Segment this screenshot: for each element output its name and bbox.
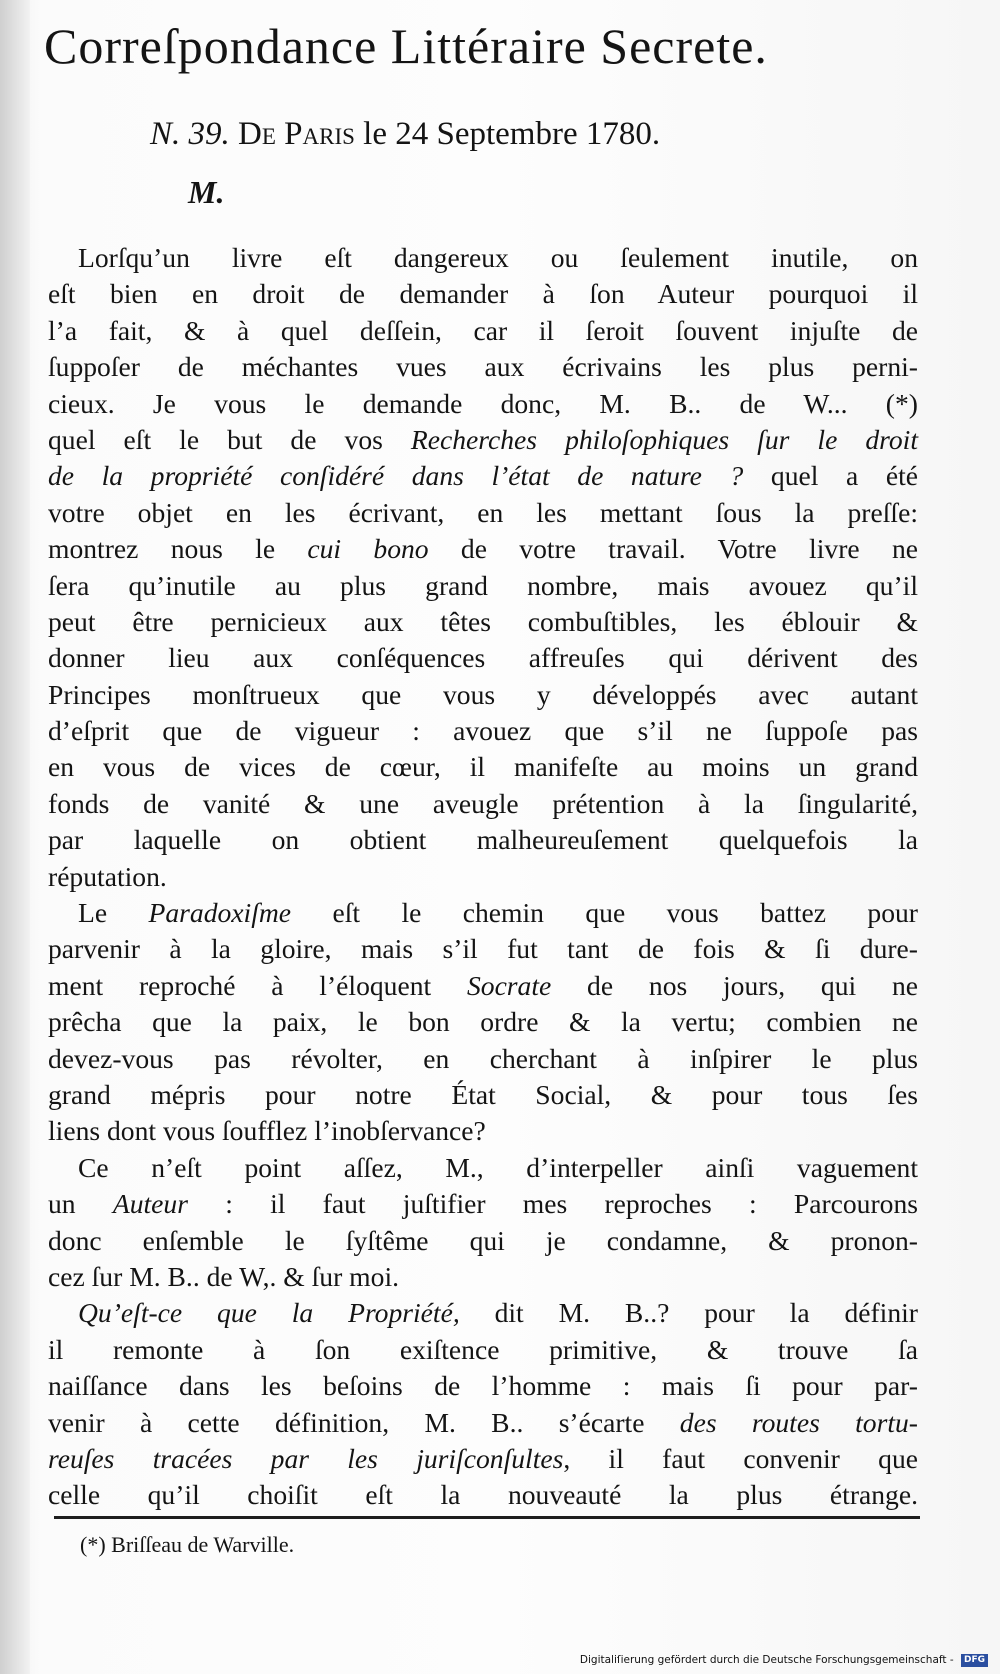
text-span: grand mépris pour notre État Social, & pour tous ſes	[48, 1078, 918, 1110]
text-span: l’a fait, & à quel deſſein, car il ſeroit ſouvent injuſte de	[48, 314, 918, 346]
text-span: peut être pernicieux aux têtes combuſtibles, les éblouir &	[48, 605, 918, 637]
dateline-date: le 24 Septembre 1780.	[363, 116, 661, 152]
italic-span: Recherches philoſophiques ſur le droit	[410, 423, 919, 455]
dateline-place: De Paris	[238, 116, 355, 152]
text-line	[48, 931, 918, 967]
text-span: en vous de vices de cœur, il manifeſte au moins un grand	[48, 751, 918, 783]
text-line	[48, 677, 918, 713]
text-span: prêcha que la paix, le bon ordre & la vertu; combien ne	[48, 1006, 918, 1038]
text-span: ment reproché à l’éloquent	[48, 969, 467, 1001]
text-span: Lorſqu’un livre eſt dangereux ou ſeulement inutile, on	[78, 242, 918, 273]
text-span: , il faut convenir que	[563, 1442, 918, 1474]
text-line	[48, 495, 918, 531]
text-line	[48, 1077, 918, 1113]
credit-text: Digitaliſierung gefördert durch die Deutsche Forschungsgemeinschaft -	[579, 1654, 954, 1666]
text-span: venir à cette définition, M. B.. s’écarte	[48, 1406, 680, 1438]
text-line	[48, 1223, 918, 1259]
journal-title: Correſpondance Littéraire Secrete.	[44, 18, 768, 74]
text-span: votre objet en les écrivant, en les mettant ſous la preſſe:	[48, 496, 918, 528]
text-line	[48, 1441, 918, 1477]
text-line	[48, 568, 918, 604]
text-span: de votre travail. Votre livre ne	[428, 533, 918, 565]
text-span: parvenir à la gloire, mais s’il fut tant de fois & ſi dure-	[48, 933, 918, 965]
text-line	[48, 1113, 918, 1149]
text-line	[48, 1477, 918, 1513]
italic-span: Qu’eſt-ce que la Propriété,	[78, 1297, 460, 1329]
text-span: quel eſt le but de vos	[48, 423, 411, 455]
text-line	[48, 1150, 918, 1186]
text-span: fonds de vanité & une aveugle prétention à la ſingularité,	[48, 787, 918, 819]
text-span: cieux. Je vous le demande donc, M. B.. de W... (*)	[48, 387, 918, 419]
digitization-credit	[580, 1652, 988, 1668]
text-line	[48, 786, 918, 822]
article-body	[48, 240, 918, 1514]
text-span: Principes monſtrueux que vous y développés avec autant	[48, 678, 918, 710]
text-line	[48, 1368, 918, 1404]
text-span: cez ſur M. B.. de W,. & ſur moi.	[48, 1260, 400, 1292]
text-span: eſt le chemin que vous battez pour	[291, 897, 918, 929]
text-line	[48, 822, 918, 858]
text-line	[48, 713, 918, 749]
text-line	[48, 1004, 918, 1040]
text-span: donner lieu aux conſéquences affreuſes qui dérivent des	[48, 642, 918, 674]
text-span: quel a été	[743, 460, 918, 492]
text-line	[48, 313, 918, 349]
italic-span: des routes tortu-	[679, 1406, 918, 1438]
italic-span: Paradoxiſme	[148, 897, 292, 929]
text-line	[48, 1405, 918, 1441]
footnote-rule	[54, 1516, 920, 1519]
text-span: un	[48, 1188, 113, 1220]
text-line	[48, 1332, 918, 1368]
text-line	[48, 604, 918, 640]
text-line	[48, 749, 918, 785]
text-span: ſera qu’inutile au plus grand nombre, mais avouez qu’il	[48, 569, 918, 601]
text-span: de nos jours, qui ne	[551, 969, 918, 1001]
text-span: dit M. B..? pour la définir	[459, 1297, 918, 1329]
text-span: par laquelle on obtient malheureuſement quelquefois la	[48, 824, 918, 856]
italic-span: de la propriété conſidéré dans l’état de nature ?	[48, 460, 744, 492]
issue-dateline	[150, 112, 910, 156]
text-span: devez-vous pas révolter, en cherchant à inſpirer le plus	[48, 1042, 918, 1074]
text-line	[48, 1041, 918, 1077]
text-line	[48, 1186, 918, 1222]
text-line	[48, 349, 918, 385]
text-line	[48, 276, 918, 312]
text-span: eſt bien en droit de demander à ſon Auteur pourquoi il	[48, 278, 918, 310]
text-span: liens dont vous ſoufflez l’inobſervance?	[48, 1115, 486, 1147]
issue-number: N. 39.	[150, 116, 230, 152]
text-span: donc enſemble le ſyſtême qui je condamne, & pronon-	[48, 1224, 918, 1256]
page-spine-shadow	[0, 0, 30, 1674]
salutation: M.	[188, 174, 225, 210]
text-span: il remonte à ſon exiſtence primitive, & trouve ſa	[48, 1333, 918, 1365]
italic-span: cui bono	[307, 533, 429, 565]
text-line	[48, 640, 918, 676]
text-line	[48, 422, 918, 458]
text-span: : il faut juſtifier mes reproches : Parcourons	[187, 1188, 918, 1220]
text-line	[48, 895, 918, 931]
italic-span: Socrate	[466, 969, 552, 1001]
dfg-logo: DFG	[961, 1654, 988, 1667]
text-span: ſuppoſer de méchantes vues aux écrivains les plus perni-	[48, 351, 918, 383]
text-line	[48, 458, 918, 494]
text-span: Le	[78, 897, 149, 929]
footnote: (*) Briſſeau de Warville.	[80, 1532, 295, 1557]
text-line	[48, 968, 918, 1004]
italic-span: Auteur	[112, 1188, 188, 1220]
text-line	[48, 386, 918, 422]
text-span: celle qu’il choiſit eſt la nouveauté la plus étrange.	[48, 1479, 918, 1511]
text-line	[48, 859, 918, 895]
text-line	[48, 1295, 918, 1331]
text-span: naiſſance dans les beſoins de l’homme : mais ſi pour par-	[48, 1370, 918, 1402]
text-line	[48, 531, 918, 567]
text-line	[48, 1259, 918, 1295]
text-line	[48, 240, 918, 276]
text-span: réputation.	[48, 860, 167, 892]
text-span: d’eſprit que de vigueur : avouez que s’il ne ſuppoſe pas	[48, 715, 918, 747]
text-span: Ce n’eſt point aſſez, M., d’interpeller ainſi vaguement	[78, 1151, 918, 1183]
text-span: montrez nous le	[48, 533, 308, 565]
italic-span: reuſes tracées par les juriſconſultes	[48, 1442, 564, 1474]
